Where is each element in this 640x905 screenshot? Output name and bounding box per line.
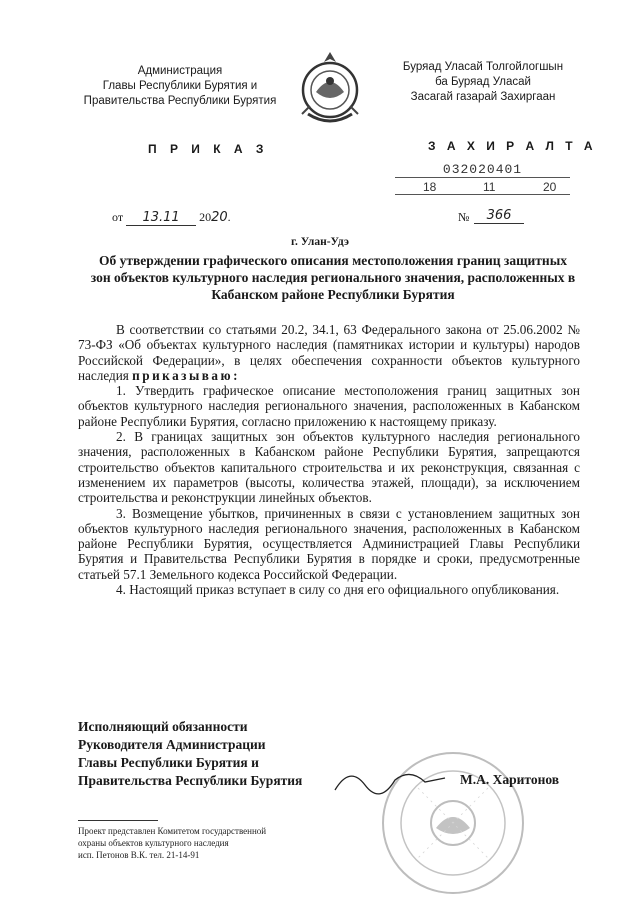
date-prefix: от	[112, 210, 124, 224]
registration-day: 18	[423, 180, 437, 194]
signatory-line: Исполняющий обязанности	[78, 719, 248, 734]
registration-year: 20	[543, 180, 557, 194]
footnote-divider	[78, 820, 158, 821]
document-number: 366	[474, 208, 524, 224]
header-right-line: ба Буряад Уласай	[435, 76, 531, 88]
footnote-line: Проект представлен Комитетом государственной	[78, 826, 267, 836]
intro-paragraph: В соответствии со статьями 20.2, 34.1, 63 Федерального закона от 25.06.2002 № 73-ФЗ «Об объектах культурного наследия (памятниках истории и культуры) народов Российской Федерации», в целях обеспечения сохранности объектов культурного наследия приказываю:	[78, 322, 580, 383]
order-item: 4. Настоящий приказ вступает в силу со дня его официального опубликования.	[116, 582, 560, 598]
date-handwritten: 13.11	[126, 210, 196, 226]
signatory-line: Правительства Республики Бурятия	[78, 773, 303, 788]
document-body	[78, 322, 580, 597]
header-left-line: Администрация	[137, 65, 223, 77]
registration-month: 11	[483, 180, 496, 194]
order-item: 1. Утвердить графическое описание местоположения границ защитных зон объектов культурного наследия регионального значения, расположенных в Кабанском районе Республики Бурятия, согласно приложению к настоящему приказу.	[78, 383, 580, 429]
signatory-line: Руководителя Администрации	[78, 737, 266, 752]
header-left-line: Правительства Республики Бурятия	[83, 95, 277, 107]
signatory-block	[78, 718, 302, 790]
footnote	[78, 825, 266, 861]
coat-of-arms-emblem	[296, 48, 364, 128]
footnote-line: охраны объектов культурного наследия	[78, 838, 229, 848]
document-title: Об утверждении графического описания местоположения границ защитных зон объектов культурного наследия регионального значения, расположенных в Кабанском районе Республики Бурятия	[90, 253, 576, 302]
header-left	[60, 64, 300, 109]
number-prefix: №	[458, 210, 470, 224]
header-left-line: Главы Республики Бурятия и	[102, 80, 258, 92]
header-right	[388, 60, 578, 105]
registration-date	[395, 180, 570, 195]
order-item: 3. Возмещение убытков, причиненных в связи с установлением защитных зон объектов культурного наследия регионального значения, расположенных в Кабанском районе Республики Бурятия, осуществляется Администрацией Главы Республики Бурятия и Правительства Республики Бурятия в порядке и сроки, предусмотренные статьей 57.1 Земельного кодекса Российской Федерации.	[78, 505, 580, 582]
signature-scribble	[330, 760, 450, 800]
document-type-bua: З А Х И Р А Л Т А	[428, 139, 597, 153]
signatory-line: Главы Республики Бурятия и	[78, 755, 259, 770]
year-handwritten: 20	[211, 210, 228, 225]
signer-name: М.А. Харитонов	[460, 772, 560, 787]
order-item: 2. В границах защитных зон объектов культурного наследия регионального значения, расположенных в Кабанском районе Республики Бурятия, запрещаются строительство объектов капитального строительства и их реконструкция, связанная с изменением их параметров (высоты, количества этажей, площади), за исключением строительства и реконструкции линейных объектов.	[78, 429, 580, 506]
date-line: от 13.11 2020. № 366	[112, 210, 582, 226]
header-right-line: Буряад Уласай Толгойлогшын	[402, 61, 564, 73]
registration-number: 032020401	[395, 162, 570, 178]
order-word: приказываю:	[132, 367, 240, 383]
year-prefix: 20	[199, 210, 212, 224]
header-right-line: Засагай газарай Захиргаан	[410, 91, 556, 103]
document-type-ru: П Р И К А З	[148, 142, 269, 156]
city: г. Улан-Удэ	[291, 236, 349, 248]
footnote-line: исп. Петонов В.К. тел. 21-14-91	[78, 850, 200, 860]
